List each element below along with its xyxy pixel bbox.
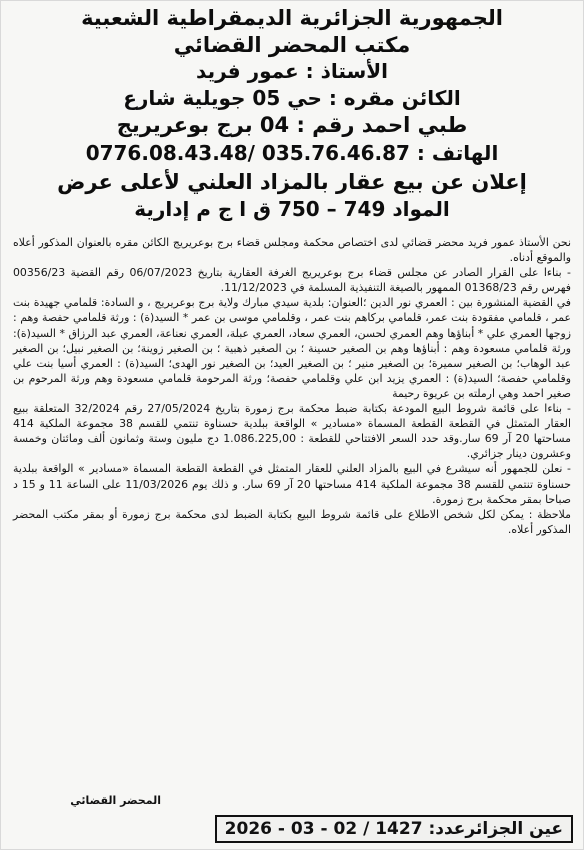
address-line-2: طبي احمد رقم : 04 برج بوعريريج: [116, 113, 468, 137]
signature-label: المحضر القضائي: [70, 794, 161, 807]
note-paragraph: ملاحظة : يمكن لكل شخص الاطلاع على قائمة شروط البيع بكتابة الضبط لدى محكمة برج زمورة أو بمقر مكتب المحضر المذكور أعلاه.: [13, 507, 571, 536]
address-line-1: الكائن مقره : حي 05 جويلية شارع: [123, 86, 461, 110]
office-title: مكتب المحضر القضائي: [173, 33, 411, 57]
legal-articles: المواد 749 – 750 ق ا ج م إدارية: [134, 197, 450, 221]
notice-title: إعلان عن بيع عقار بالمزاد العلني لأعلى عرض: [57, 170, 527, 194]
republic-title: الجمهورية الجزائرية الديمقراطية الشعبية: [81, 6, 503, 30]
publication-footer: عين الجزائرعدد: 1427 / 02 - 03 - 2026: [215, 815, 573, 843]
intro-paragraph: نحن الأستاذ عمور فريد محضر قضائي لدى اختصاص محكمة ومجلس قضاء برج بوعريريج الكائن مقره بالعنوان المذكور أعلاه والموقع أدناه.: [13, 236, 571, 265]
bailiff-name: الأستاذ : عمور فريد: [196, 59, 388, 83]
decision-paragraph: - بناءا على القرار الصادر عن مجلس قضاء برج بوعريريج الغرفة العقارية بتاريخ 06/07/2023 رقم القضية 00356/23 فهرس رقم 01368/23 الممهور بالصيغة التنفيذية المسلمة في 11/12/2023.: [13, 266, 571, 295]
conditions-paragraph: - بناءا على قائمة شروط البيع المودعة بكتابة ضبط محكمة برج زمورة بتاريخ 27/05/2024 رقم 32/2024 المتعلقة ببيع العقار المتمثل في القطعة القطعة المسماة «مسادير » الواقعة ببلدية حسناوة تنتمي للقسم 38 مجموعة الملكية 414 مساحتها 20 آر 69 سار.وقد حدد السعر الافتتاحي للقطعة : 1.086.225,00 دج مليون وستة وثمانون ألف ومائتان وخمسة وعشرون دينار جزائري.: [13, 402, 571, 461]
auction-paragraph: - نعلن للجمهور أنه سيشرع في البيع بالمزاد العلني للعقار المتمثل في القطعة القطعة المسماة «مسادير » الواقعة ببلدية حسناوة تنتمي للقسم 38 مجموعة الملكية 414 مساحتها 20 آر 69 سار. و ذلك يوم 11/03/2026 على الساعة 11 و 15 د صباحا بمقر محكمة برج زمورة.: [13, 462, 572, 506]
notice-body: [1, 223, 583, 537]
notice-header: [1, 1, 583, 223]
phone-line: الهاتف : 035.76.46.87 /0776.08.43.48: [85, 141, 499, 165]
parties-paragraph: في القضية المنشورة بين : العمري نور الدين ؛العنوان: بلدية سيدي مبارك ولاية برج بوعريريج ، و السادة: قلمامي جهيدة بنت عمر ، قلمامي مفقودة بنت عمر، قلمامي بركاهم بنت عمر ، وقلمامي موسى بن عمر * السيد(ة) : ورثة قلمامي حفصة وهم : زوجها العمري علي * أبناؤها وهم العمري لحسن، العمري سعاد، العمري عبلة، العمري نعناعة، العمري عبد الرزاق * السيد(ة): ورثة قلمامي مسعودة وهم : أبناؤها وهم بن الصغير حسينة ؛ بن الصغير ذهبية ؛ بن الصغير زوينة؛ بن الصغير نبيل؛ بن الصغير عبد الوهاب؛ بن الصغير سميرة؛ بن الصغير منير ؛ بن الصغير العيد؛ بن الصغير نور الهدى؛ السيد(ة) : العمري أسيا بنت علي وقلمامي حفصة؛ السيد(ة) : العمري يزيد ابن علي وقلمامي حفصة؛ ورثة المرحومة قلمامي مسعودة وهم ورثة المرحوم بن صغير احمد وهي ارملته بن عريوة رحيمة: [13, 296, 571, 400]
